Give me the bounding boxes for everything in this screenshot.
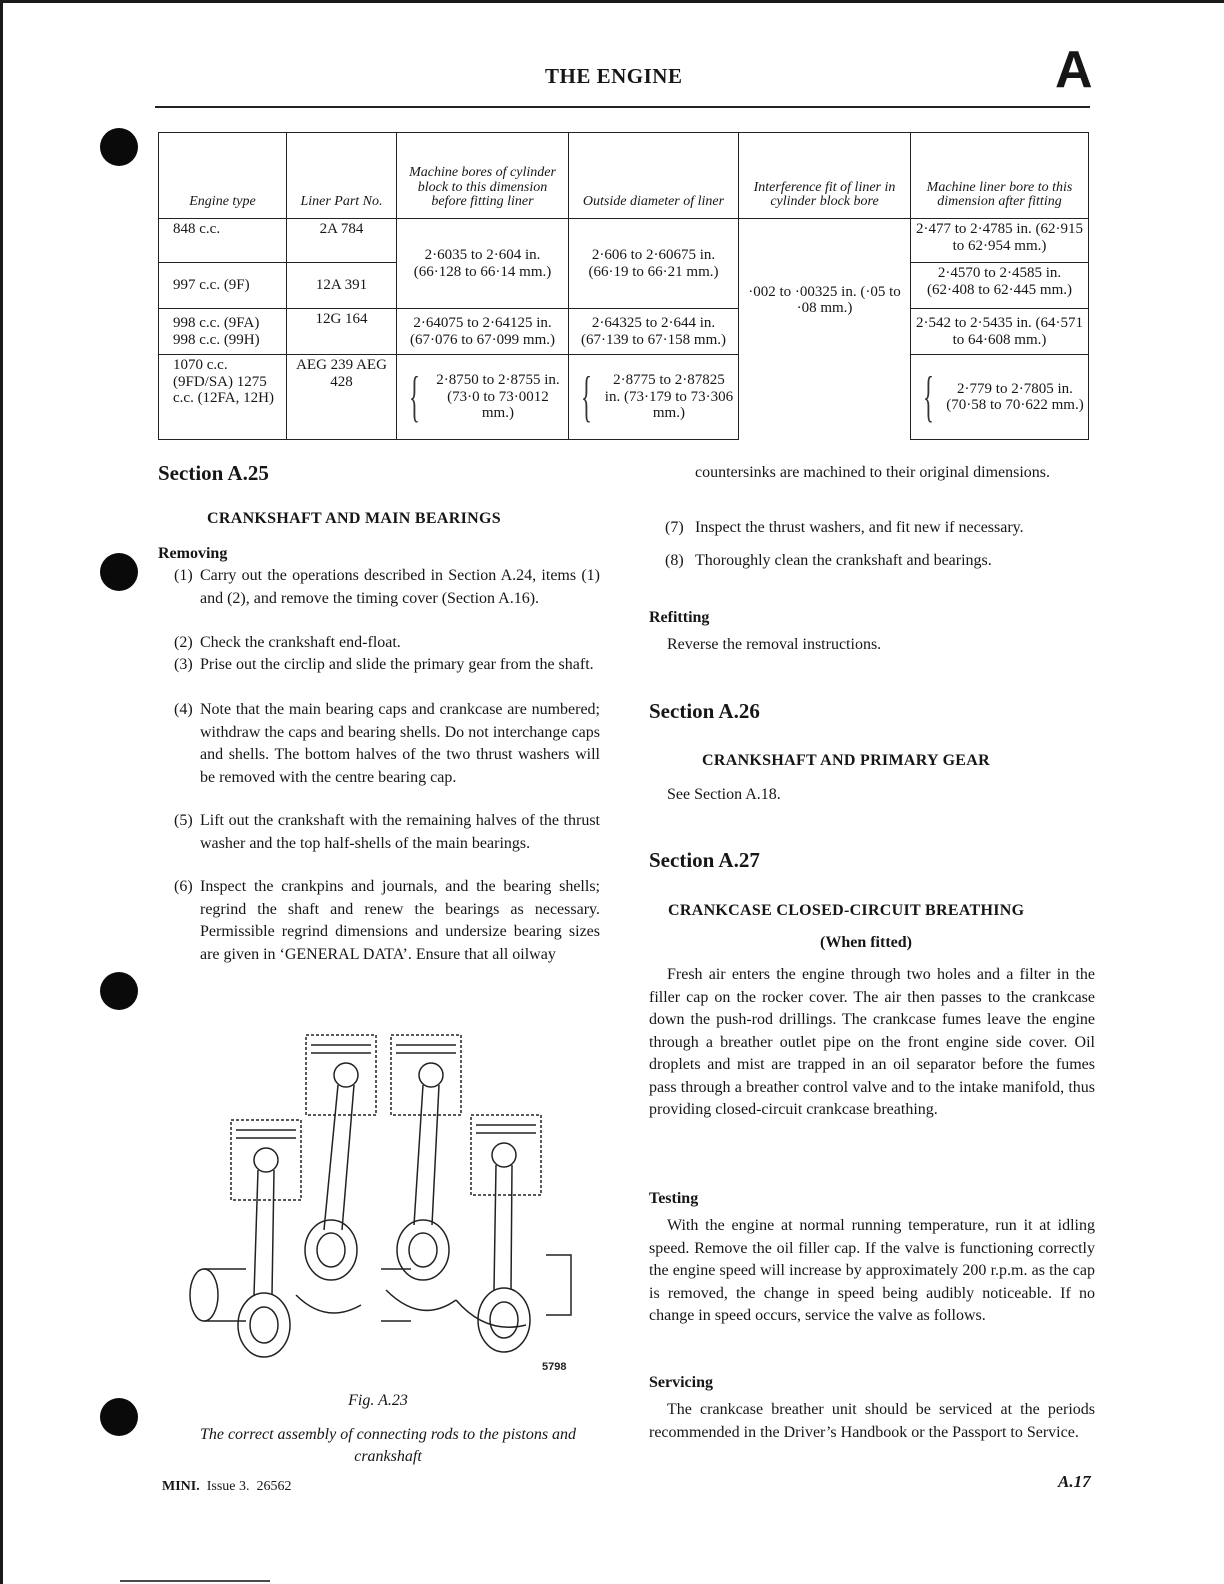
cell-after: 2·542 to 2·5435 in. (64·571 to 64·608 mm.) [911, 309, 1089, 355]
item-text: Lift out the crankshaft with the remaining halves of the thrust washer and the top half-shells of the main bearings. [200, 812, 600, 852]
header-interference: Interference fit of liner in cylinder block bore [739, 133, 911, 219]
crankshaft-journal [381, 1269, 411, 1321]
cell-engine: 998 c.c. (9FA) 998 c.c. (99H) [159, 309, 287, 355]
footer-issue-number: Issue 3. [206, 1479, 250, 1494]
testing-heading: Testing [649, 1190, 699, 1207]
connecting-rod [397, 1063, 449, 1280]
servicing-text: The crankcase breather unit should be serviced at the periods recommended in the Driver’s Handbook or the Passport to Service. [649, 1401, 1095, 1441]
item-number: (8) [665, 552, 684, 569]
cell-od: 2·64325 to 2·644 in. (67·139 to 67·158 mm.) [569, 309, 739, 355]
servicing-heading: Servicing [649, 1374, 713, 1391]
header-engine-type: Engine type [159, 133, 287, 219]
scan-edge-bottom [120, 1580, 270, 1582]
cell-part: 12G 164 [287, 309, 397, 355]
cell-part: AEG 239 AEG 428 [287, 355, 397, 440]
item-text: Inspect the thrust washers, and fit new if necessary. [695, 519, 1024, 536]
connecting-rods-illustration [186, 1025, 586, 1380]
section-a26-title: CRANKSHAFT AND PRIMARY GEAR [702, 752, 990, 769]
cell-after: 2·4570 to 2·4585 in. (62·408 to 62·445 mm.) [911, 263, 1089, 309]
punch-hole [100, 128, 138, 166]
refitting-text: Reverse the removal instructions. [667, 636, 882, 653]
cell-after: 2·779 to 2·7805 in. (70·58 to 70·622 mm.) [946, 380, 1084, 413]
cell-engine: 997 c.c. (9F) [159, 263, 287, 309]
cell-engine: 1070 c.c. (9FD/SA) 1275 c.c. (12FA, 12H) [159, 355, 287, 440]
piston [391, 1035, 461, 1115]
section-a27-text: Fresh air enters the engine through two holes and a filter in the filler cap on the rocker cover. The air then passes to the crankcase down the push-rod drillings. The crankcase fumes leave the engine through a breather outlet pipe on the front engine side cover. Oil droplets and mist are trapped in an oil separator before the fumes pass through a breather control valve and to the intake manifold, thus providing closed-circuit crankcase breathing. [649, 966, 1095, 1118]
cell-interference: ·002 to ·00325 in. (·05 to ·08 mm.) [739, 219, 911, 440]
section-letter: A [1055, 41, 1093, 99]
refitting-heading: Refitting [649, 609, 710, 626]
connecting-rod [238, 1148, 290, 1357]
footer-issue [162, 1476, 292, 1499]
removing-heading: Removing [158, 545, 228, 562]
punch-hole [100, 1398, 138, 1436]
piston [306, 1035, 376, 1115]
liner-spec-table [158, 132, 1089, 440]
cell-engine: 848 c.c. [159, 219, 287, 263]
section-a26-text: See Section A.18. [667, 786, 781, 803]
item-text: Prise out the circlip and slide the primary gear from the shaft. [200, 656, 594, 673]
piston [471, 1115, 541, 1195]
footer-code: 26562 [256, 1479, 292, 1494]
item-text: Inspect the crankpins and journals, and the bearing shells; regrind the shaft and renew the bearings as necessary. Permissible regrind dimensions and undersize bearing sizes are given in ‘GENERAL DATA’. Ensure that all oilway [200, 878, 600, 963]
header-machine-bores: Machine bores of cylinder block to this dimension before fitting liner [397, 133, 569, 219]
page-title: THE ENGINE [545, 64, 683, 88]
header-rule [155, 106, 1090, 108]
cell-after: 2·477 to 2·4785 in. (62·915 to 62·954 mm.) [911, 219, 1089, 263]
header-liner-part: Liner Part No. [287, 133, 397, 219]
connecting-rod [478, 1143, 530, 1352]
cell-bore: 2·64075 to 2·64125 in. (67·076 to 67·099 mm.) [397, 309, 569, 355]
header-liner-bore-after: Machine liner bore to this dimension after fitting [911, 133, 1089, 219]
item-number: (6) [174, 878, 193, 895]
punch-hole [100, 553, 138, 591]
cell-od-shared: 2·606 to 2·60675 in. (66·19 to 66·21 mm.) [569, 219, 739, 309]
footer-book: MINI. [162, 1479, 200, 1494]
scan-edge-top [0, 0, 1224, 3]
scan-edge-left [0, 0, 3, 1584]
item-text: Note that the main bearing caps and crankcase are numbered; withdraw the caps and bearing shells. Do not interchange caps and shells. The bottom halves of the two thrust washers will be removed with the centre bearing cap. [200, 701, 600, 786]
section-a27-heading: Section A.27 [649, 848, 760, 872]
brace-icon: { [923, 366, 934, 428]
crankshaft-journal [190, 1269, 218, 1321]
section-a27-subtitle: (When fitted) [820, 934, 912, 951]
cell-part: 12A 391 [287, 263, 397, 309]
brace-icon: { [409, 366, 420, 428]
connecting-rod [305, 1063, 358, 1280]
piston [231, 1120, 301, 1200]
piston-rings [236, 1045, 536, 1138]
figure-code: 5798 [542, 1361, 567, 1373]
section-a25-title: CRANKSHAFT AND MAIN BEARINGS [207, 510, 501, 527]
page-number: A.17 [1058, 1472, 1091, 1491]
item-number: (7) [665, 519, 684, 536]
item-number: (5) [174, 812, 193, 829]
figure-caption: The correct assembly of connecting rods to the pistons and crankshaft [199, 1426, 577, 1465]
figure-label: Fig. A.23 [348, 1392, 408, 1409]
item-text: Check the crankshaft end-float. [200, 634, 401, 651]
punch-hole [100, 972, 138, 1010]
item-text: Thoroughly clean the crankshaft and bearings. [695, 552, 992, 569]
testing-text: With the engine at normal running temperature, run it at idling speed. Remove the oil filler cap. If the valve is functioning correctly the engine speed will increase by approximately 200 r.p.m. as the cap is removed, the change in speed being audibly noticeable. If no change in speed occurs, service the valve as follows. [649, 1217, 1095, 1324]
cell-od: 2·8775 to 2·87825 in. (73·179 to 73·306 mm.) [604, 372, 734, 422]
section-a25-heading: Section A.25 [158, 461, 269, 485]
header-outside-diameter: Outside diameter of liner [569, 133, 739, 219]
section-a27-title: CRANKCASE CLOSED-CIRCUIT BREATHING [668, 902, 1025, 919]
cell-bore: 2·8750 to 2·8755 in. (73·0 to 73·0012 mm.) [436, 372, 560, 422]
item-number: (4) [174, 701, 193, 718]
item-number: (2) [174, 634, 193, 651]
cell-part: 2A 784 [287, 219, 397, 263]
cell-bore-shared: 2·6035 to 2·604 in. (66·128 to 66·14 mm.) [397, 219, 569, 309]
continuation-text: countersinks are machined to their original dimensions. [695, 464, 1051, 481]
section-a26-heading: Section A.26 [649, 699, 760, 723]
crankshaft-journal [546, 1255, 571, 1315]
item-number: (1) [174, 567, 193, 584]
item-number: (3) [174, 656, 193, 673]
item-text: Carry out the operations described in Section A.24, items (1) and (2), and remove the timing cover (Section A.16). [200, 567, 600, 607]
brace-icon: { [581, 366, 592, 428]
